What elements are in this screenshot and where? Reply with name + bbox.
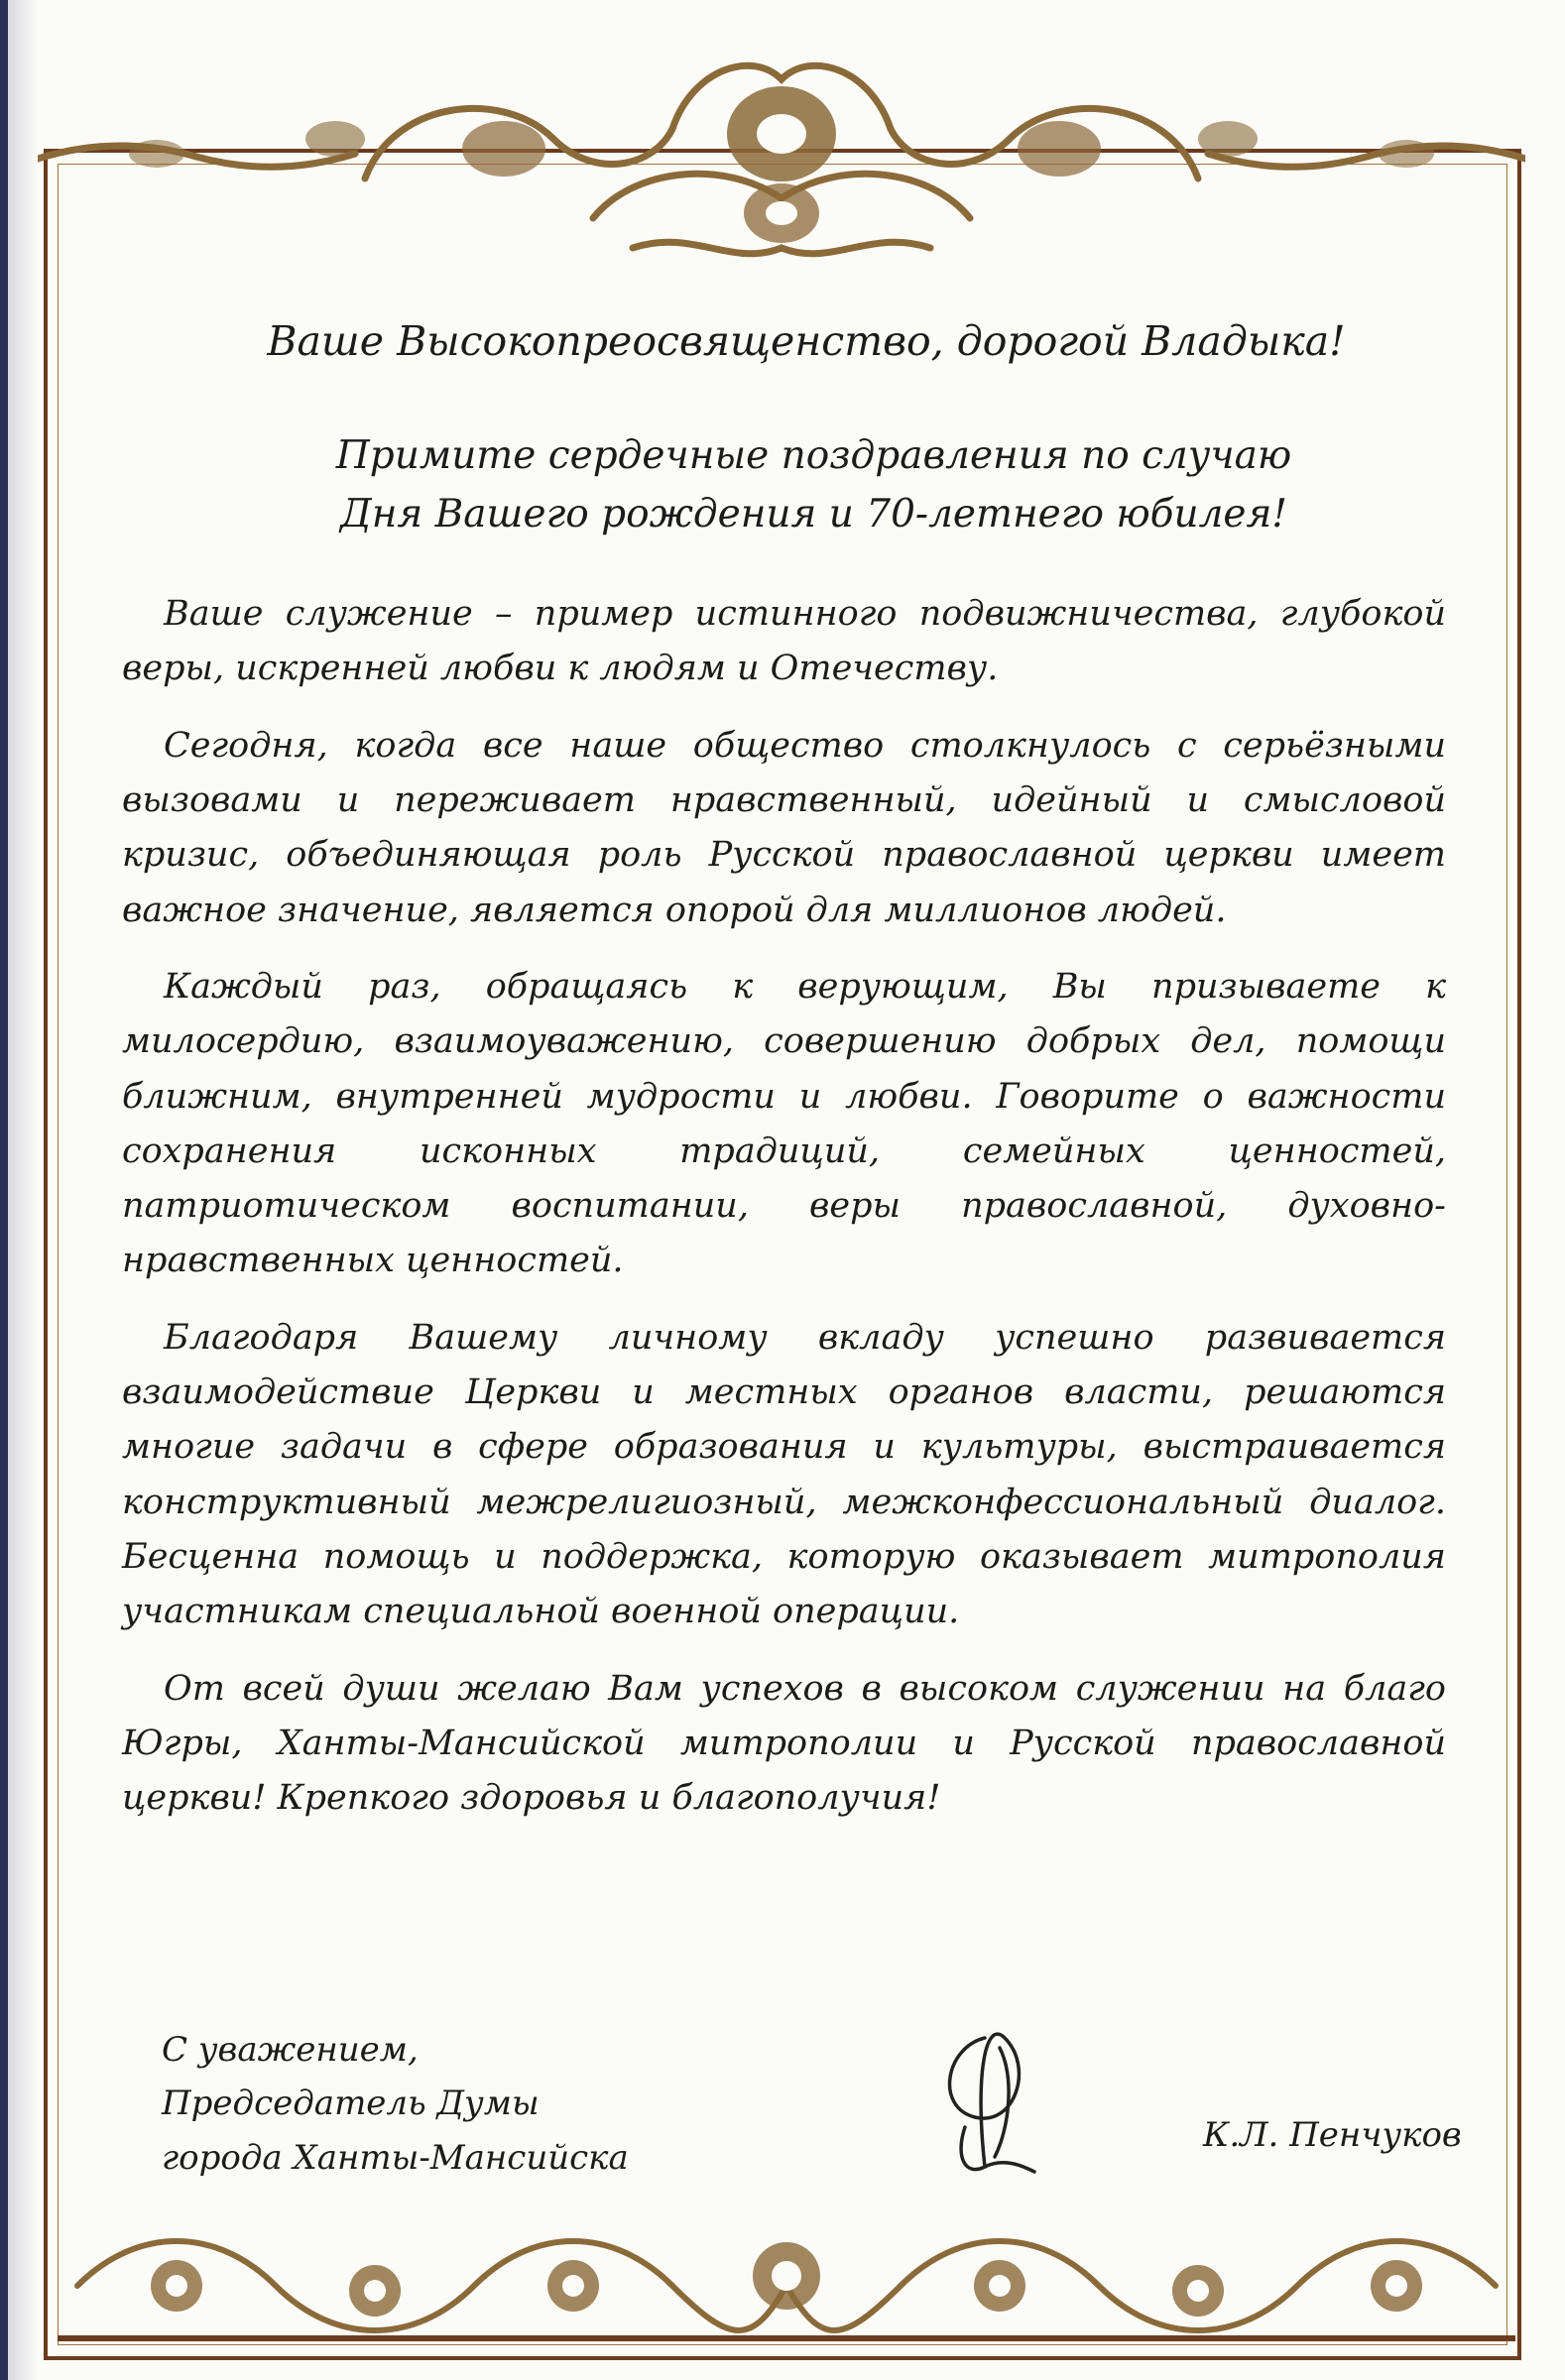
paragraph-1: Ваше служение – пример истинного подвижничества, глубокой веры, искренней любви к людям и Отечеству. (122, 594, 1446, 689)
greeting (181, 427, 1446, 543)
salutation: Ваше Высокопреосвященство, дорогой Владыка! (267, 317, 1346, 365)
closing-line-2: Председатель Думы (162, 2083, 540, 2124)
letter-page (8, 0, 1565, 2380)
closing-line-3: города Ханты-Мансийска (162, 2137, 629, 2178)
top-ornament (38, 40, 1525, 288)
handwritten-signature (925, 2018, 1044, 2191)
paragraph-5: От всей души желаю Вам успехов в высоком служении на благо Югры, Ханты-Мансийской митрополии и Русской православной церкви! Крепкого здоровья и благополучия! (122, 1668, 1446, 1819)
letter-body (122, 317, 1446, 1847)
signer-name: К.Л. Пенчуков (1203, 2115, 1462, 2155)
paragraph-4: Благодаря Вашему личному вкладу успешно развивается взаимодействие Церкви и местных органов власти, решаются многие задачи в сфере образования и культуры, выстраивается конструктивный межрелигиозный, межконфессиональный диалог. Бесценна помощь и поддержка, которую оказывает митрополия участникам специальной военной операции. (122, 1317, 1446, 1632)
greeting-line-2: Дня Вашего рождения и 70-летнего юбилея! (340, 491, 1287, 536)
paragraph-3: Каждый раз, обращаясь к верующим, Вы призываете к милосердию, взаимоуважению, совершению добрых дел, помощи ближним, внутренней мудрости и любви. Говорите о важности сохранения исконных традиций, семейных ценностей, патриотическом воспитании, веры православной, духовно-нравственных ценностей. (122, 966, 1446, 1281)
greeting-line-1: Примите сердечные поздравления по случаю (335, 433, 1292, 479)
paragraph-2: Сегодня, когда все наше общество столкнулось с серьёзными вызовами и переживает нравственный, идейный и смысловой кризис, объединяющая роль Русской православной церкви имеет важное значение, является опорой для миллионов людей. (122, 725, 1446, 930)
closing-block (162, 2023, 629, 2185)
closing-line-1: С уважением, (162, 2030, 419, 2070)
bottom-ornament (58, 2216, 1515, 2355)
